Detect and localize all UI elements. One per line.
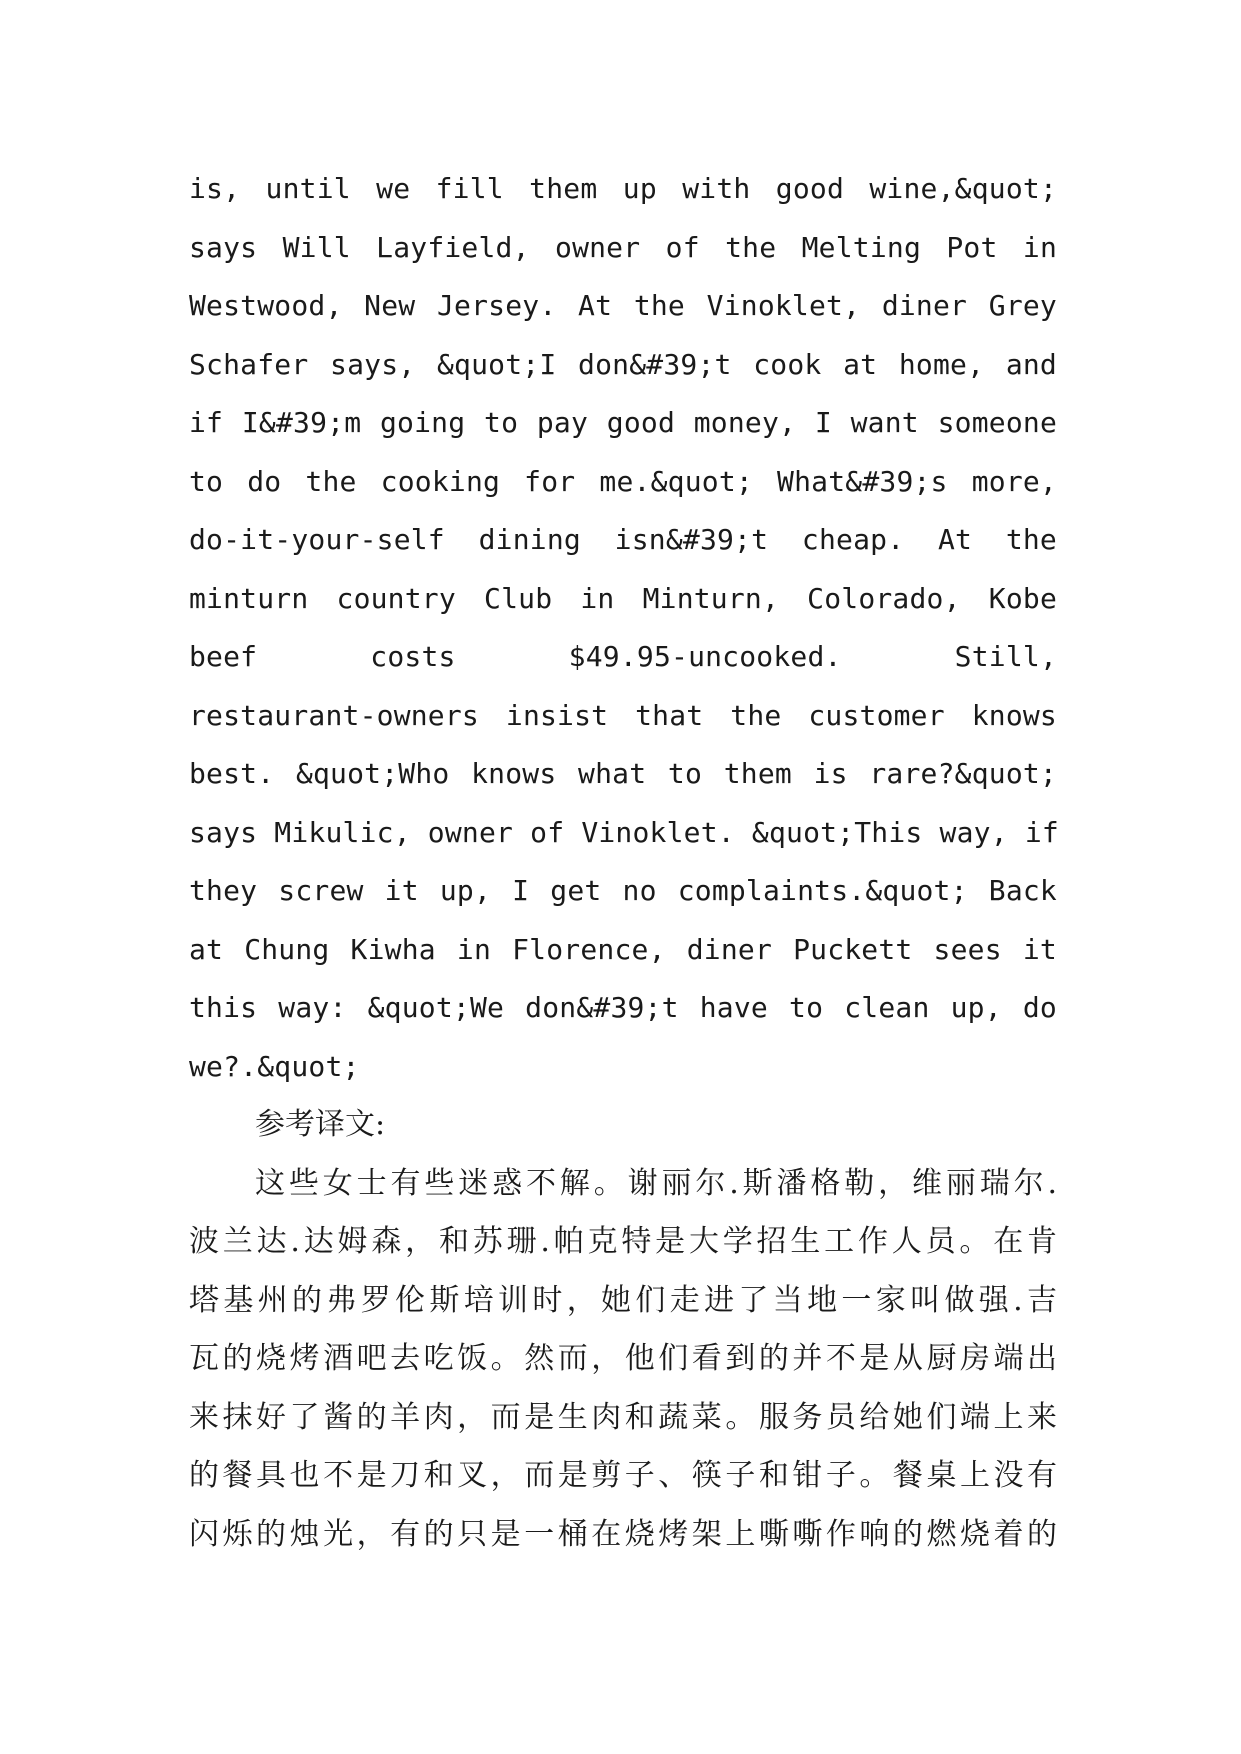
english-line: do-it-your-self dining isn&#39;t cheap. At the [189,523,1057,556]
english-line: beef costs $49.95-uncooked. Still, [189,640,1057,673]
english-line: if I&#39;m going to pay good money, I want someone [189,406,1057,439]
english-line: they screw it up, I get no complaints.&quot; Back [189,874,1057,907]
english-line: to do the cooking for me.&quot; What&#39;s more, [189,464,1057,498]
chinese-line: 塔基州的弗罗伦斯培训时，她们走进了当地一家叫做强.吉 [189,1282,1057,1318]
chinese-line: 的餐具也不是刀和叉，而是剪子、筷子和钳子。餐桌上没有 [189,1458,1057,1493]
chinese-line: 瓦的烧烤酒吧去吃饭。然而，他们看到的并不是从厨房端出 [189,1341,1057,1376]
chinese-line: 来抹好了酱的羊肉，而是生肉和蔬菜。服务员给她们端上来 [189,1399,1057,1435]
english-line: says Will Layfield, owner of the Melting Pot in [189,230,1057,264]
english-line: at Chung Kiwha in Florence, diner Puckett sees it [189,932,1057,966]
chinese-line: 这些女士有些迷惑不解。谢丽尔.斯潘格勒，维丽瑞尔. [255,1165,1057,1201]
english-line: is, until we fill them up with good wine,&quot; [189,172,1057,205]
english-line: restaurant-owners insist that the customer knows [189,698,1057,732]
english-line: Westwood, New Jersey. At the Vinoklet, diner Grey [189,289,1057,322]
english-line: Schafer says, &quot;I don&#39;t cook at home, and [189,347,1057,381]
english-line: says Mikulic, owner of Vinoklet. &quot;This way, if [189,815,1059,849]
english-line: minturn country Club in Minturn, Colorado, Kobe [189,581,1057,615]
english-paragraph [189,160,1057,1096]
english-line: this way: &quot;We don&#39;t have to clean up, do [189,991,1057,1024]
chinese-line: 波兰达.达姆森，和苏珊.帕克特是大学招生工作人员。在肯 [189,1224,1057,1259]
chinese-paragraph [189,1155,1057,1565]
translation-heading: 参考译文: [255,1107,386,1142]
chinese-line: 闪烁的烛光，有的只是一桶在烧烤架上嘶嘶作响的燃烧着的 [189,1516,1057,1552]
english-line: we?.&quot; [189,1049,360,1083]
text-column [189,160,1057,1564]
english-line: best. &quot;Who knows what to them is rare?&quot; [189,757,1057,790]
